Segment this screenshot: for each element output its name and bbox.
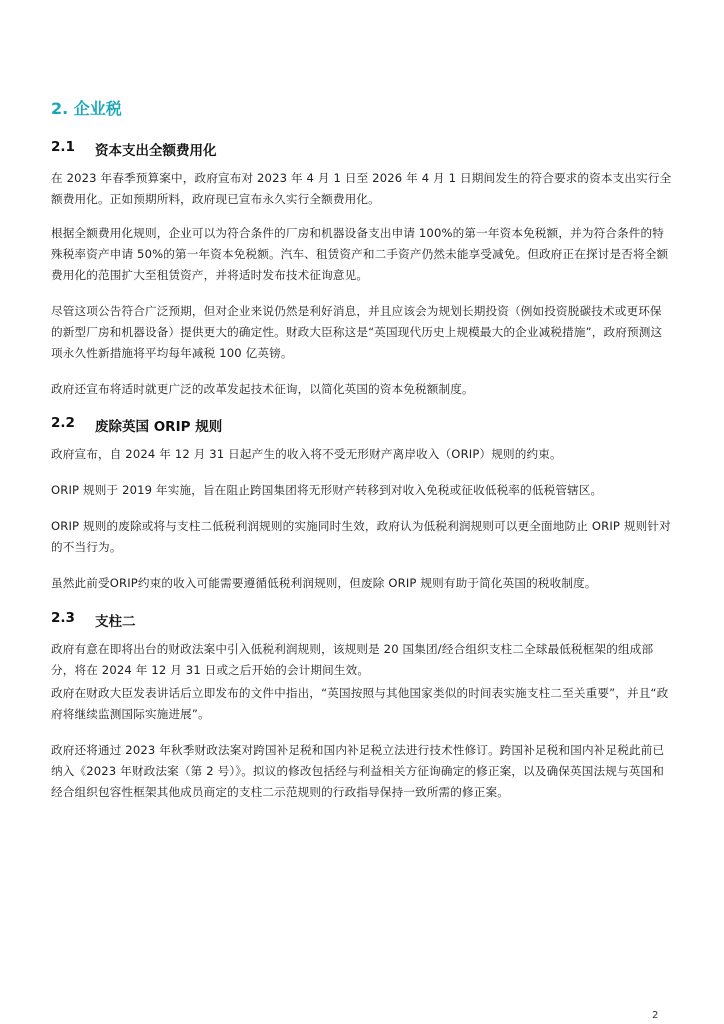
subsection-heading-2-3 <box>51 610 673 630</box>
paragraph: 尽管这项公告符合广泛预期，但对企业来说仍然是利好消息，并且应该会为规划长期投资（例如投资脱碳技术或更环保的新型厂房和机器设备）提供更大的确定性。财政大臣称这是“英国现代历史上规模最大的企业减税措施”，政府预测这项永久性新措施将平均每年减税 100 亿英镑。 <box>51 304 663 360</box>
page-number: 2 <box>652 1010 659 1021</box>
subsection-number: 2.3 <box>51 610 75 626</box>
paragraph: 政府在财政大臣发表讲话后立即发布的文件中指出，“英国按照与其他国家类似的时间表实施支柱二至关重要”，并且“政府将继续监测国际实施进展”。 <box>51 686 669 721</box>
subsection-title: 资本支出全额费用化 <box>95 143 217 159</box>
section-title: 企业税 <box>73 99 122 118</box>
paragraph: ORIP 规则的废除或将与支柱二低税利润规则的实施同时生效，政府认为低税利润规则可以更全面地防止 ORIP 规则针对的不当行为。 <box>51 519 671 554</box>
paragraph: 在 2023 年春季预算案中，政府宣布对 2023 年 4 月 1 日至 2026 年 4 月 1 日期间发生的符合要求的资本支出实行全额费用化。正如预期所料，政府现已宣布永久实行全额费用化。 <box>51 171 672 206</box>
paragraph: 政府宣布，自 2024 年 12 月 31 日起产生的收入将不受无形财产离岸收入（ORIP）规则的约束。 <box>51 447 562 461</box>
subsection-heading-2-2 <box>51 415 673 435</box>
paragraph: ORIP 规则于 2019 年实施，旨在阻止跨国集团将无形财产转移到对收入免税或征收低税率的低税管辖区。 <box>51 483 603 497</box>
paragraph: 虽然此前受ORIP约束的收入可能需要遵循低税利润规则，但废除 ORIP 规则有助于简化英国的税收制度。 <box>51 576 597 590</box>
subsection-heading-2-1 <box>51 139 673 159</box>
section-number: 2. <box>51 99 69 118</box>
subsection-title: 废除英国 ORIP 规则 <box>95 419 223 435</box>
subsection-number: 2.2 <box>51 415 75 431</box>
paragraph: 政府有意在即将出台的财政法案中引入低税利润规则，该规则是 20 国集团/经合组织支柱二全球最低税框架的组成部分，将在 2024 年 12 月 31 日或之后开始的会计期间生效。 <box>51 642 654 677</box>
paragraph: 根据全额费用化规则，企业可以为符合条件的厂房和机器设备支出申请 100%的第一年资本免税额，并为符合条件的特殊税率资产申请 50%的第一年资本免税额。汽车、租赁资产和二手资产仍然未能享受减免。但政府正在探讨是否将全额费用化的范围扩大至租赁资产，并将适时发布技术征询意见。 <box>51 226 669 282</box>
page-content <box>51 96 673 818</box>
section-heading <box>51 96 673 119</box>
subsection-number: 2.1 <box>51 139 75 155</box>
paragraph: 政府还将通过 2023 年秋季财政法案对跨国补足税和国内补足税立法进行技术性修订。跨国补足税和国内补足税此前已纳入《2023 年财政法案（第 2 号）》。拟议的修改包括经与利益相关方征询确定的修正案，以及确保英国法规与英国和经合组织包容性框架其他成员商定的支柱二示范规则的行政指导保持一致所需的修正案。 <box>51 743 665 799</box>
paragraph: 政府还宣布将适时就更广泛的改革发起技术征询，以简化英国的资本免税额制度。 <box>51 382 474 396</box>
subsection-title: 支柱二 <box>95 614 136 630</box>
